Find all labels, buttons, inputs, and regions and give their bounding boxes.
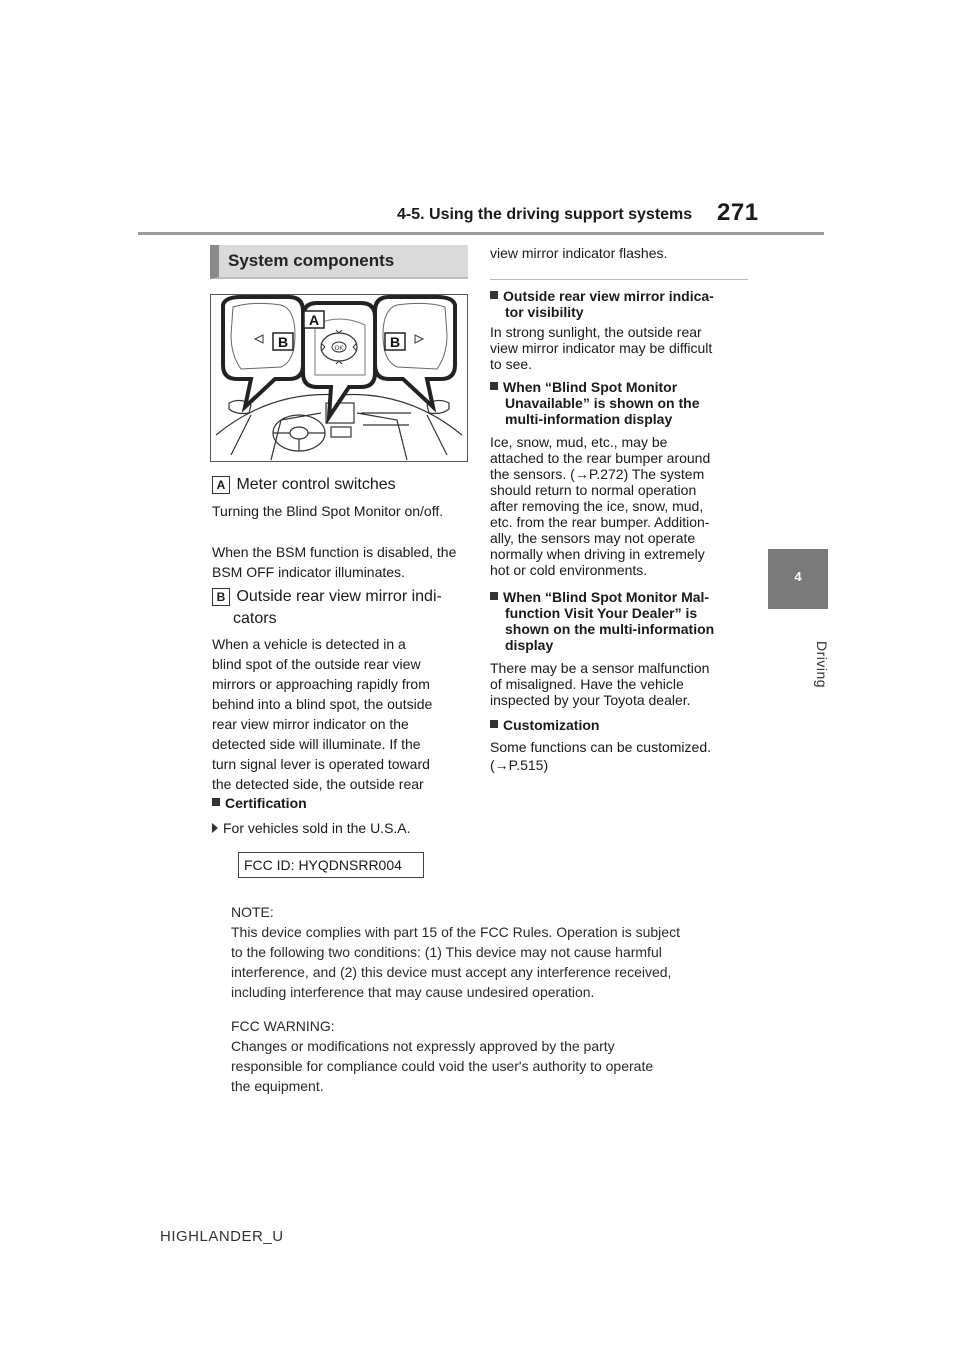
badge-a: A	[212, 476, 230, 494]
unavailable-line: hot or cold environments.	[490, 562, 648, 578]
square-bullet-icon	[490, 291, 498, 299]
unavailable-text	[490, 434, 752, 578]
fcc-note-line: This device complies with part 15 of the FCC Rules. Operation is subject	[231, 924, 680, 940]
square-bullet-icon	[490, 592, 498, 600]
fcc-warning-line: Changes or modifications not expressly approved by the party	[231, 1038, 615, 1054]
unavailable-heading-line: Unavailable” is shown on the	[505, 395, 700, 411]
visibility-line: In strong sunlight, the outside rear	[490, 324, 702, 340]
item-b-desc	[212, 634, 470, 794]
item-b-desc-line: rear view mirror indicator on the	[212, 716, 409, 732]
label-b-right: B	[389, 334, 401, 350]
item-b-desc-line: blind spot of the outside rear view	[212, 656, 421, 672]
item-b-desc-line: turn signal lever is operated toward	[212, 756, 430, 772]
chapter-tab	[768, 549, 828, 609]
unavailable-heading	[490, 379, 752, 427]
malfunction-heading-line: shown on the multi-information	[505, 621, 715, 637]
chapter-number: 4	[794, 569, 802, 584]
visibility-heading-line2: tor visibility	[505, 304, 584, 320]
customization-line: Some functions can be customized.	[490, 739, 712, 755]
customization-text	[490, 738, 752, 774]
unavailable-line: attached to the rear bumper around	[490, 450, 711, 466]
malfunction-line: inspected by your Toyota dealer.	[490, 692, 691, 708]
malfunction-heading-line: function Visit Your Dealer” is	[505, 605, 698, 621]
item-b-term-line2: cators	[233, 610, 277, 627]
item-b-continued: view mirror indicator flashes.	[490, 245, 668, 261]
unavailable-line: ally, the sensors may not operate	[490, 530, 696, 546]
fcc-note	[231, 902, 741, 1002]
customization-heading: Customization	[503, 717, 600, 733]
components-illustration	[210, 294, 468, 462]
system-components-heading	[210, 245, 468, 279]
fcc-warning-line: the equipment.	[231, 1078, 324, 1094]
visibility-heading	[490, 286, 752, 322]
customization-heading-row	[490, 715, 599, 735]
visibility-line: to see.	[490, 356, 533, 372]
header-rule	[138, 232, 824, 235]
malfunction-line: of misaligned. Have the vehicle	[490, 676, 684, 692]
label-a: A	[308, 312, 320, 328]
right-column-rule	[490, 279, 748, 280]
fcc-note-title: NOTE:	[231, 904, 274, 920]
model-footer: HIGHLANDER_U	[160, 1228, 284, 1245]
unavailable-line: the sensors. (→P.272) The system	[490, 466, 705, 482]
item-a-desc1: Turning the Blind Spot Monitor on/off.	[212, 503, 444, 519]
certification-heading: Certification	[225, 795, 307, 811]
item-b-term-line1: Outside rear view mirror indi-	[236, 588, 442, 605]
item-b-desc-line: mirrors or approaching rapidly from	[212, 676, 430, 692]
visibility-line: view mirror indicator may be difficult	[490, 340, 713, 356]
item-b-desc-line: the detected side, the outside rear	[212, 776, 424, 792]
badge-b: B	[212, 588, 230, 606]
label-ok: OK	[334, 346, 344, 352]
malfunction-heading-line: When “Blind Spot Monitor Mal-	[503, 589, 710, 605]
item-a-desc2: When the BSM function is disabled, the BSM OFF indicator illuminates.	[212, 544, 457, 580]
fcc-warning-line: responsible for compliance could void the user's authority to operate	[231, 1058, 654, 1074]
certification-sub: For vehicles sold in the U.S.A.	[223, 820, 411, 836]
unavailable-line: should return to normal operation	[490, 482, 697, 498]
certification-heading-row	[212, 793, 307, 813]
fcc-note-line: including interference that may cause undesired operation.	[231, 984, 595, 1000]
square-bullet-icon	[212, 798, 220, 806]
label-b-left: B	[277, 334, 289, 350]
fcc-warning	[231, 1016, 741, 1096]
system-components-heading-text: System components	[228, 251, 395, 270]
section-title: 4-5. Using the driving support systems	[397, 206, 693, 223]
chapter-label: Driving	[814, 640, 830, 689]
fcc-note-line: to the following two conditions: (1) This device may not cause harmful	[231, 944, 662, 960]
unavailable-heading-line: When “Blind Spot Monitor	[503, 379, 678, 395]
malfunction-heading-line: display	[505, 637, 554, 653]
item-a-term: Meter control switches	[236, 476, 396, 493]
unavailable-line: normally when driving in extremely	[490, 546, 705, 562]
fcc-warning-title: FCC WARNING:	[231, 1018, 335, 1034]
item-b-desc-line: detected side will illuminate. If the	[212, 736, 421, 752]
visibility-heading-line1: Outside rear view mirror indica-	[503, 288, 714, 304]
unavailable-heading-line: multi-information display	[505, 411, 673, 427]
item-b-desc-line: behind into a blind spot, the outside	[212, 696, 433, 712]
malfunction-text	[490, 660, 752, 708]
unavailable-line: Ice, snow, mud, etc., may be	[490, 434, 668, 450]
item-a-term-row	[212, 476, 396, 494]
visibility-text	[490, 324, 752, 372]
square-bullet-icon	[490, 382, 498, 390]
unavailable-line: etc. from the rear bumper. Addition-	[490, 514, 710, 530]
malfunction-heading	[490, 589, 752, 653]
triangle-bullet-icon	[212, 823, 218, 833]
fcc-id-box: FCC ID: HYQDNSRR004	[238, 852, 424, 878]
unavailable-line: after removing the ice, snow, mud,	[490, 498, 704, 514]
dashboard-illustration	[211, 295, 467, 461]
item-b-desc-line: When a vehicle is detected in a	[212, 636, 406, 652]
customization-line: (→P.515)	[490, 757, 549, 773]
item-b-term-row	[212, 588, 442, 606]
square-bullet-icon	[490, 720, 498, 728]
fcc-note-line: interference, and (2) this device must accept any interference received,	[231, 964, 672, 980]
certification-sub-row	[212, 818, 411, 838]
page-number: 271	[717, 199, 759, 226]
malfunction-line: There may be a sensor malfunction	[490, 660, 710, 676]
